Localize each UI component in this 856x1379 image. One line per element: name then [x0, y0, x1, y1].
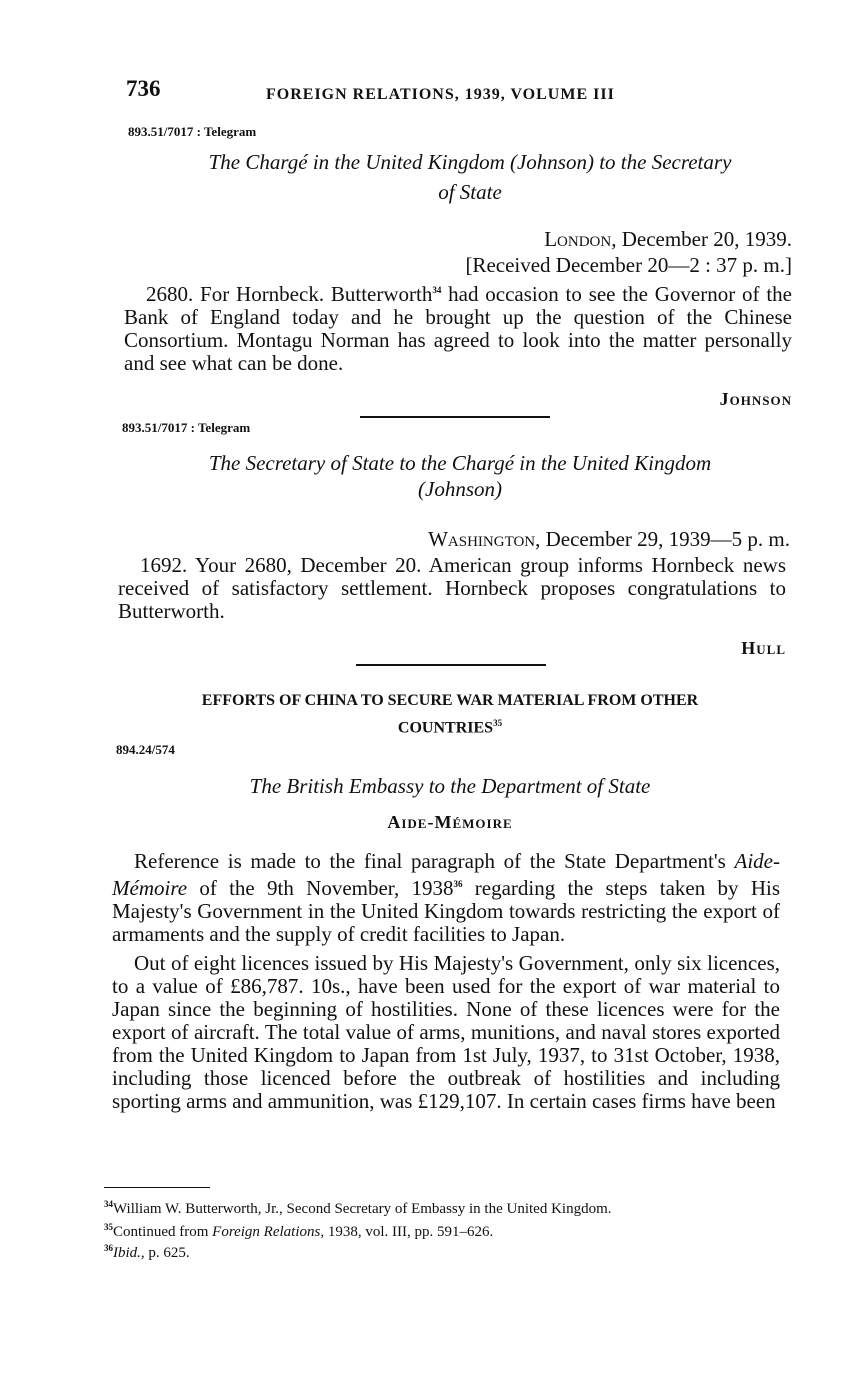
doc3-file-ref: 894.24/574 — [116, 742, 175, 757]
footnote-ref-36: 36 — [453, 879, 463, 889]
doc2-file-ref: 893.51/7017 : Telegram — [122, 420, 251, 435]
doc3-subtitle: Aide-Mémoire — [387, 812, 513, 832]
doc2-date: , December 29, 1939—5 p. m. — [535, 527, 790, 551]
doc1-received: [Received December 20—2 : 37 p. m.] — [465, 253, 792, 277]
doc3-title: The British Embassy to the Department of State — [249, 774, 651, 798]
footnote-35: $^{35}$Continued from Foreign Relations, 1938, vol. III, pp. 591–626. — [104, 1222, 494, 1240]
doc1-body: 2680. For Hornbeck. Butterworth$^{34}$ had occasion to see the Governor of the Bank of England today and he brought up the question of the Chinese Consortium. Montagu Norman has agreed to look into the matter personally and see what can be done. — [124, 282, 792, 375]
divider-rule — [360, 416, 550, 418]
doc1-place: London — [544, 227, 612, 251]
doc1-dateline — [544, 227, 792, 252]
doc2-place: Washington — [428, 527, 536, 551]
doc1-date: , December 20, 1939. — [611, 227, 792, 251]
page-number: 736 — [126, 76, 161, 101]
footnote-rule — [104, 1187, 210, 1188]
footnote-ref-34: 34 — [432, 285, 442, 295]
doc2-body: 1692. Your 2680, December 20. American group informs Hornbeck news received of satisfactory settlement. Hornbeck proposes congratulations to Butterworth. — [118, 553, 786, 623]
doc3-body — [112, 850, 780, 1113]
doc1-file-ref: 893.51/7017 : Telegram — [128, 124, 257, 139]
running-head: FOREIGN RELATIONS, 1939, VOLUME III — [266, 86, 615, 103]
footnote-36: $^{36}$Ibid., p. 625. — [104, 1243, 190, 1261]
doc2-title-line2: (Johnson) — [418, 477, 502, 501]
doc2-title-line1: The Secretary of State to the Chargé in the United Kingdom — [208, 451, 712, 475]
footnote-34: $^{34}$William W. Butterworth, Jr., Second Secretary of Embassy in the United Kingdom. — [104, 1199, 612, 1217]
doc3-paragraph-1: Reference is made to the final paragraph of the State Department's Aide-Mémoire of the 9th November, 1938$^{36}$ regarding the steps taken by His Majesty's Government in the United Kingdom towards restricting the export of armaments and the supply of credit facilities to Japan. — [112, 849, 780, 946]
footnotes — [104, 1196, 784, 1261]
doc3-paragraph-2: Out of eight licences issued by His Majesty's Government, only six licences, to a value of £86,787. 10s., have been used for the export of war material to Japan since the beginning of hostilities. None of these licences were for the export of aircraft. The total value of arms, munitions, and naval stores exported from the United Kingdom to Japan from 1st July, 1937, to 31st October, 1938, including those licenced before the outbreak of hostilities and including sporting arms and ammunition, was £129,107. In certain cases firms have been — [112, 951, 780, 1113]
footnote-ref-35: 35 — [493, 718, 503, 728]
doc1-signature: Johnson — [719, 389, 792, 409]
section-heading: EFFORTS OF CHINA TO SECURE WAR MATERIAL FROM OTHER COUNTRIES$^{35}$ — [201, 692, 699, 737]
doc2-dateline — [428, 527, 790, 552]
doc2-signature: Hull — [741, 638, 786, 658]
doc1-title-line1: The Chargé in the United Kingdom (Johnson) to the Secretary — [208, 150, 732, 174]
divider-rule — [356, 664, 546, 666]
doc1-title-line2: of State — [438, 180, 502, 204]
